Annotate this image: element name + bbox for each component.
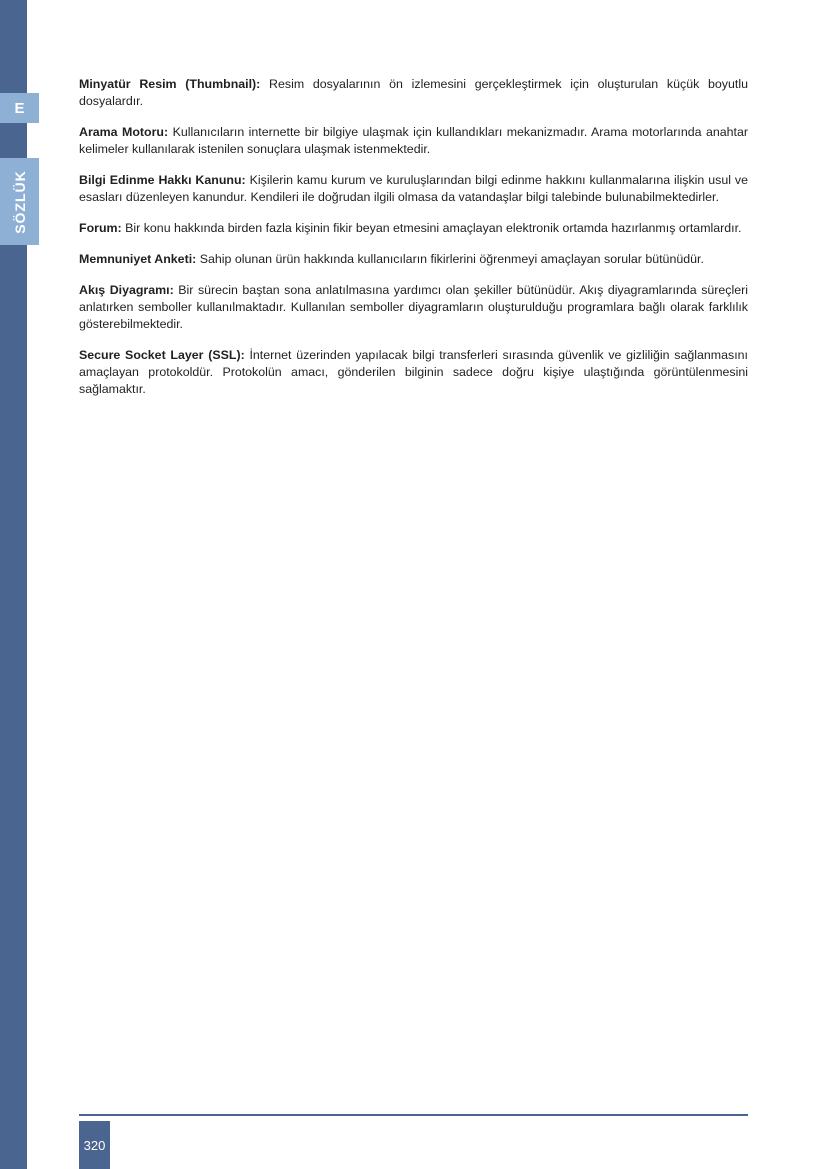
glossary-content: [79, 76, 748, 412]
glossary-definition: Bir sürecin baştan sona anlatılmasına yardımcı olan şekiller bütünüdür. Akış diyagramlarında süreçleri anlatırken semboller kullanılmaktadır. Kullanılan semboller diyagramların oluşturulduğu programlara bağlı olarak farklılık gösterebilmektedir.: [79, 283, 749, 331]
glossary-tab: [0, 158, 39, 245]
section-letter: E: [14, 99, 25, 117]
glossary-entry: [79, 347, 748, 398]
glossary-definition: Bir konu hakkında birden fazla kişinin fikir beyan etmesini amaçlayan elektronik ortamda hazırlanmış ortamlardır.: [125, 221, 742, 235]
glossary-entry: [79, 172, 748, 206]
glossary-definition: Kişilerin kamu kurum ve kuruluşlarından bilgi edinme hakkını kullanmalarına ilişkin usul ve esasları düzenleyen kanundur. Kendileri ile doğrudan ilgili olmasa da vatandaşlar bilgi talebinde bulunabilmektedirler.: [79, 173, 748, 204]
glossary-term: Memnuniyet Anketi:: [79, 252, 197, 266]
glossary-definition: Resim dosyalarının ön izlemesini gerçekleştirmek için oluşturulan küçük boyutlu dosyalardır.: [79, 77, 748, 108]
glossary-definition: İnternet üzerinden yapılacak bilgi transferleri sırasında güvenlik ve gizliliğin sağlanmasını amaçlayan protokoldür. Protokolün amacı, gönderilen bilginin sadece doğru kişiye ulaştığında görüntülenmesini sağlamaktır.: [79, 348, 748, 396]
glossary-term: Minyatür Resim (Thumbnail):: [79, 77, 261, 91]
glossary-definition: Sahip olunan ürün hakkında kullanıcıların fikirlerini öğrenmeyi amaçlayan sorular bütünüdür.: [199, 252, 704, 266]
page-number-box: [79, 1121, 110, 1169]
glossary-definition: Kullanıcıların internette bir bilgiye ulaşmak için kullandıkları mekanizmadır. Arama motorlarında anahtar kelimeler kullanılarak istenilen sonuçlara ulaşmak istenmektedir.: [79, 125, 748, 156]
footer-divider: [79, 1114, 748, 1116]
glossary-term: Bilgi Edinme Hakkı Kanunu:: [79, 173, 246, 187]
glossary-term: Akış Diyagramı:: [79, 283, 174, 297]
glossary-entry: [79, 251, 748, 268]
page-number: 320: [83, 1137, 106, 1153]
glossary-term: Arama Motoru:: [79, 125, 169, 139]
glossary-entry: [79, 282, 748, 333]
glossary-entry: [79, 124, 748, 158]
glossary-tab-label: SÖZLÜK: [11, 169, 28, 234]
glossary-entry: [79, 220, 748, 237]
glossary-term: Forum:: [79, 221, 122, 235]
glossary-term: Secure Socket Layer (SSL):: [79, 348, 245, 362]
section-letter-tab: [0, 93, 39, 123]
glossary-entry: [79, 76, 748, 110]
